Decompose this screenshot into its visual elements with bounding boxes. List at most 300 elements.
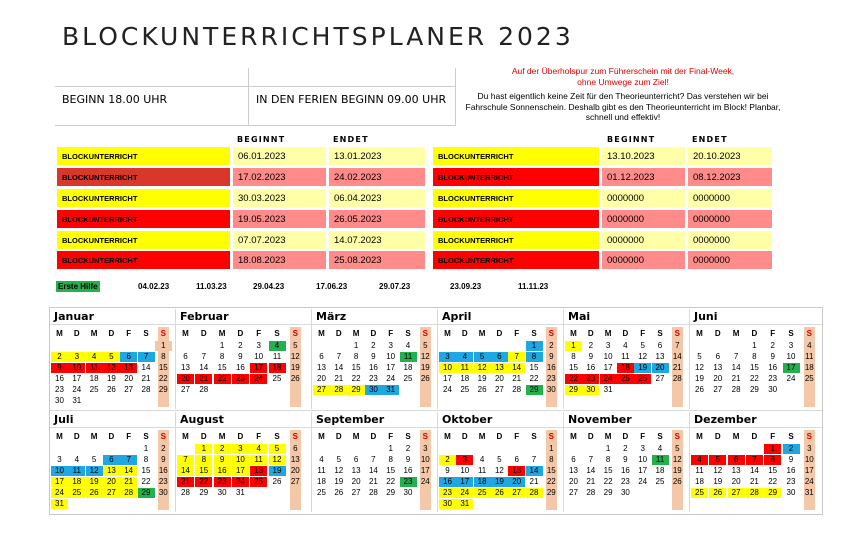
calendar-day: 16 (586, 363, 596, 372)
calendar-day: 5 (269, 444, 286, 454)
calendar-day: 28 (181, 488, 190, 497)
block-begin-date: 0000000 (602, 231, 685, 249)
calendar-day: 9 (214, 455, 231, 465)
calendar-day: 19 (290, 363, 300, 372)
calendar-day: 8 (605, 455, 611, 464)
calendar-day: 11 (695, 466, 704, 475)
first-aid-date: 11.11.23 (518, 282, 549, 291)
weekday-header: F (126, 432, 132, 441)
calendar-day: 23 (620, 477, 630, 486)
calendar-day: 19 (477, 374, 487, 383)
calendar-day: 7 (336, 352, 342, 361)
calendar-day: 12 (474, 363, 491, 373)
block-begin-date: 0000000 (602, 189, 685, 207)
first-aid-date: 17.06.23 (316, 282, 348, 291)
calendar-day: 18 (695, 477, 704, 486)
calendar-day: 28 (731, 385, 741, 394)
calendar-day: 27 (181, 385, 190, 394)
calendar-day: 16 (620, 466, 630, 475)
block-begin-date: 17.02.2023 (233, 168, 326, 186)
calendar-day: 27 (728, 488, 745, 498)
calendar-day: 25 (691, 488, 708, 498)
weekday-header: S (405, 329, 411, 338)
calendar-day: 31 (804, 488, 814, 497)
calendar-day: 23 (786, 477, 796, 486)
row-separator (50, 410, 822, 411)
calendar-day: 19 (634, 363, 651, 373)
calendar-day: 26 (86, 488, 103, 498)
month-name: April (442, 310, 472, 323)
calendar-day: 8 (388, 455, 393, 464)
calendar-day: 16 (786, 466, 796, 475)
calendar-day: 16 (368, 363, 378, 372)
calendar-day: 7 (120, 455, 137, 465)
calendar-day: 14 (731, 363, 741, 372)
weekday-header: S (806, 432, 812, 441)
calendar-day: 13 (655, 352, 665, 361)
calendar-day: 22 (351, 374, 361, 383)
month-name: Januar (54, 310, 95, 323)
block-end-date: 24.02.2023 (329, 168, 425, 186)
calendar-day: 22 (195, 477, 212, 487)
weekday-header: M (352, 432, 360, 441)
weekday-header: S (274, 432, 280, 441)
weekday-header: S (674, 432, 680, 441)
calendar-day: 25 (655, 477, 665, 486)
calendar-day: 13 (290, 455, 300, 464)
weekday-header: S (788, 329, 794, 338)
calendar-day: 18 (89, 374, 99, 383)
weekday-header: F (126, 329, 132, 338)
calendar-day: 29 (386, 488, 396, 497)
calendar-day: 23 (400, 477, 417, 487)
calendar-day: 21 (586, 477, 596, 486)
calendar-day: 28 (199, 385, 209, 394)
weekday-header: D (237, 329, 244, 338)
calendar-day: 8 (526, 352, 543, 362)
calendar-day: 11 (68, 466, 85, 476)
calendar-day: 10 (420, 455, 430, 464)
calendar-day: 1 (388, 444, 393, 453)
calendar-day: 28 (672, 374, 682, 383)
calendar-day: 26 (695, 385, 704, 394)
calendar-day: 24 (420, 477, 430, 486)
weekday-header: S (806, 329, 812, 338)
block-end-date: 14.07.2023 (329, 231, 425, 249)
month-name: August (180, 413, 224, 426)
calendar-day: 20 (713, 374, 723, 383)
calendar-day: 2 (770, 341, 775, 350)
calendar-day: 12 (103, 363, 120, 373)
block-label: BLOCKUNTERRICHT (433, 251, 599, 269)
calendar-day: 7 (508, 352, 525, 362)
calendar-day: 27 (103, 488, 120, 498)
promo-headline-2: ohne Umwege zum Ziel! (577, 76, 669, 87)
calendar-day: 28 (512, 385, 522, 394)
calendar-day: 29 (526, 385, 543, 395)
calendar-day: 15 (749, 363, 759, 372)
weekday-header: M (478, 329, 486, 338)
calendar-day: 26 (106, 385, 116, 394)
calendar-day: 17 (250, 363, 267, 373)
calendar-day: 24 (51, 488, 68, 498)
calendar-day: 4 (623, 341, 628, 350)
calendar-day: 4 (405, 341, 411, 350)
calendar-day: 24 (250, 374, 267, 384)
calendar-day: 24 (638, 477, 648, 486)
calendar-day: 30 (582, 385, 599, 395)
calendar-day: 14 (586, 466, 596, 475)
calendar-day: 16 (439, 477, 456, 487)
calendar-day: 9 (549, 352, 554, 361)
calendar-day: 17 (232, 466, 249, 476)
calendar-day: 17 (603, 363, 613, 372)
weekday-header: D (370, 329, 377, 338)
calendar-day: 6 (183, 352, 188, 361)
calendar-day: 11 (400, 352, 417, 362)
weekday-header: F (514, 329, 520, 338)
calendar-day: 28 (746, 488, 763, 498)
block-label: BLOCKUNTERRICHT (433, 147, 599, 165)
calendar-day: 15 (529, 363, 539, 372)
calendar-day: 17 (638, 466, 648, 475)
weekday-header: M (478, 432, 486, 441)
calendar-day: 29 (546, 488, 556, 497)
block-end-date: 0000000 (688, 189, 772, 207)
calendar-day: 10 (804, 455, 814, 464)
calendar-day: 29 (199, 488, 209, 497)
calendar-day: 15 (386, 466, 396, 475)
weekday-header: F (514, 432, 520, 441)
calendar-day: 25 (460, 385, 470, 394)
calendar-day: 24 (232, 477, 249, 487)
calendar-day: 7 (675, 341, 680, 350)
calendar-day: 2 (439, 455, 456, 465)
calendar-day: 21 (177, 477, 194, 487)
calendar-day: 4 (86, 352, 103, 362)
calendar-day: 4 (250, 444, 267, 454)
calendar-day: 18 (460, 374, 470, 383)
calendar-day: 13 (103, 466, 120, 476)
calendar-day: 18 (269, 363, 286, 373)
weekday-header: M (444, 329, 451, 338)
month-name: Mai (568, 310, 591, 323)
calendar-day: 23 (582, 374, 599, 384)
block-begin-date: 0000000 (602, 210, 685, 228)
calendar-day: 30 (620, 488, 630, 497)
calendar-day: 1 (764, 444, 781, 454)
calendar-day: 23 (158, 477, 168, 486)
calendar-day: 13 (508, 466, 525, 476)
calendar-day: 16 (158, 466, 168, 475)
calendar-day: 10 (68, 363, 85, 373)
calendar-day: 4 (456, 352, 473, 362)
calendar-day: 7 (531, 455, 537, 464)
calendar-day: 30 (768, 385, 778, 394)
calendar-day: 10 (638, 455, 648, 464)
calendar-day: 27 (569, 488, 578, 497)
calendar-day: 24 (456, 488, 473, 498)
month-name: März (316, 310, 347, 323)
calendar-day: 8 (549, 455, 554, 464)
row-separator (50, 427, 822, 428)
calendar-day: 6 (353, 455, 359, 464)
calendar-day: 14 (334, 363, 344, 372)
calendar-day: 25 (250, 477, 267, 487)
calendar-day: 18 (317, 477, 326, 486)
promo-body: Du hast eigentlich keine Zeit für den Theorieunterricht? Das verstehen wir bei Fahrschule Sonnenschein. Deshalb gibt es den Theorieunterricht im Block! Planbar, schnell und effektiv! (465, 91, 781, 122)
weekday-header: D (335, 329, 342, 338)
weekday-header: F (256, 432, 262, 441)
calendar-day: 15 (768, 466, 778, 475)
calendar-day: 13 (120, 363, 137, 373)
weekday-header: M (318, 329, 325, 338)
calendar-day: 9 (623, 455, 628, 464)
block-end-date: 0000000 (688, 210, 772, 228)
calendar-day: 13 (713, 363, 723, 372)
weekday-header: F (256, 329, 262, 338)
block-end-date: 20.10.2023 (688, 147, 772, 165)
calendar-day: 12 (334, 466, 344, 475)
calendar-day: 17 (783, 363, 800, 373)
block-begin-date: 19.05.2023 (233, 210, 326, 228)
weekday-header: S (674, 329, 680, 338)
calendar-day: 5 (497, 455, 502, 464)
page-title: BLOCKUNTERRICHTSPLANER 2023 (62, 22, 574, 51)
calendar-day: 26 (672, 477, 682, 486)
calendar-day: 29 (565, 385, 582, 395)
calendar-day: 6 (728, 455, 745, 465)
month-name: Juni (694, 310, 718, 323)
calendar-day: 14 (672, 352, 682, 361)
weekday-header: D (108, 329, 115, 338)
calendar-day: 6 (103, 455, 120, 465)
calendar-day: 20 (177, 374, 194, 384)
weekday-header: D (237, 432, 244, 441)
start-time-holidays: IN DEN FERIEN BEGINN 09.00 UHR (256, 93, 447, 106)
calendar-day: 14 (120, 466, 137, 476)
weekday-header: D (751, 329, 758, 338)
calendar-day: 21 (529, 477, 539, 486)
calendar-day: 5 (336, 455, 342, 464)
calendar-day: 15 (195, 466, 212, 476)
calendar-day: 12 (638, 352, 648, 361)
calendar-day: 4 (691, 455, 708, 465)
calendar-day: 11 (317, 466, 326, 475)
weekday-header: D (73, 329, 80, 338)
weekday-header: F (388, 432, 394, 441)
calendar-day: 7 (733, 352, 739, 361)
calendar-day: 20 (508, 477, 525, 487)
weekday-header: M (570, 329, 577, 338)
calendar-day: 20 (652, 363, 669, 373)
weekday-header: S (657, 432, 663, 441)
calendar-day: 29 (348, 385, 365, 395)
block-label: BLOCKUNTERRICHT (57, 168, 230, 186)
weekday-header: S (160, 329, 166, 338)
weekday-header: M (570, 432, 577, 441)
calendar-day: 26 (709, 488, 726, 498)
weekday-header: F (640, 432, 646, 441)
calendar-day: 14 (199, 363, 209, 372)
weekday-header: S (657, 329, 663, 338)
calendar-day: 11 (86, 363, 103, 373)
calendar-day: 31 (382, 385, 399, 395)
calendar-day: 15 (141, 466, 151, 475)
calendar-day: 10 (439, 363, 456, 373)
calendar-day: 13 (181, 363, 190, 372)
calendar-day: 22 (546, 477, 556, 486)
calendar-day: 18 (250, 466, 267, 476)
calendar-day: 22 (565, 374, 582, 384)
calendar-day: 2 (405, 444, 411, 453)
weekday-header: F (770, 432, 776, 441)
month-name: September (316, 413, 385, 426)
calendar-day: 24 (600, 374, 617, 384)
calendar-day: 6 (657, 341, 663, 350)
weekday-header: D (587, 432, 594, 441)
calendar-day: 15 (351, 363, 361, 372)
calendar-day: 12 (290, 352, 300, 361)
calendar-day: 29 (749, 385, 759, 394)
calendar-day: 14 (368, 466, 378, 475)
calendar-day: 6 (514, 455, 519, 464)
calendar-day: 28 (586, 488, 596, 497)
calendar-day: 23 (214, 477, 231, 487)
calendar-day: 9 (588, 352, 594, 361)
block-end-date: 25.08.2023 (329, 251, 425, 269)
calendar-day: 26 (491, 488, 508, 498)
divider (455, 68, 456, 126)
calendar-day: 9 (371, 352, 376, 361)
block-begin-date: 18.08.2023 (233, 251, 326, 269)
calendar-day: 20 (494, 374, 504, 383)
calendar-day: 18 (474, 477, 491, 487)
calendar-day: 21 (334, 374, 344, 383)
calendar-day: 19 (713, 477, 723, 486)
calendar-day: 31 (72, 396, 82, 405)
weekday-header: S (274, 329, 280, 338)
calendar-day: 16 (768, 363, 778, 372)
calendar-day: 1 (565, 341, 582, 351)
calendar-day: 5 (697, 352, 702, 361)
weekday-header: M (90, 432, 98, 441)
calendar-day: 4 (319, 455, 324, 464)
weekday-header: M (56, 432, 63, 441)
calendar-day: 6 (319, 352, 324, 361)
weekday-header: M (218, 432, 226, 441)
calendar-day: 4 (269, 341, 286, 351)
calendar-day: 2 (783, 444, 800, 454)
calendar-day: 3 (788, 341, 794, 350)
header-end-left: ENDET (333, 135, 369, 144)
calendar-day: 25 (317, 488, 326, 497)
calendar-day: 17 (420, 466, 430, 475)
first-aid-date: 23.09.23 (450, 282, 482, 291)
calendar-day: 10 (460, 466, 470, 475)
calendar-day: 28 (368, 488, 378, 497)
calendar-day: 17 (386, 363, 396, 372)
calendar-day: 23 (768, 374, 778, 383)
calendar-day: 19 (86, 477, 103, 487)
calendar-day: 11 (272, 352, 282, 361)
promo-headline-1: Auf der Überholspur zum Führerschein mit der Final-Week, (511, 66, 735, 76)
calendar-day: 5 (91, 455, 97, 464)
calendar-day: 11 (477, 466, 487, 475)
calendar-day: 31 (51, 499, 68, 509)
calendar-day: 26 (334, 488, 344, 497)
weekday-header: D (370, 432, 377, 441)
divider (248, 68, 249, 126)
calendar-day: 3 (439, 352, 456, 362)
month-name: Oktober (442, 413, 493, 426)
calendar-day: 6 (120, 352, 137, 362)
calendar-day: 2 (214, 444, 231, 454)
first-aid-label: Erste Hilfe (58, 282, 98, 291)
calendar-day: 8 (571, 352, 576, 361)
calendar-day: 17 (443, 374, 452, 383)
calendar-day: 16 (546, 363, 556, 372)
header-begin-right: BEGINNT (607, 135, 656, 144)
calendar-day: 19 (420, 363, 430, 372)
calendar-day: 8 (195, 455, 212, 465)
calendar-day: 27 (508, 488, 525, 498)
month-name: Dezember (694, 413, 757, 426)
calendar-day: 19 (106, 374, 116, 383)
calendar-day: 18 (804, 363, 814, 372)
calendar-day: 7 (201, 352, 207, 361)
block-end-date: 08.12.2023 (688, 168, 772, 186)
calendar-day: 10 (232, 455, 249, 465)
weekday-header: S (422, 432, 428, 441)
first-aid-date: 29.04.23 (253, 282, 285, 291)
calendar-day: 13 (317, 363, 326, 372)
calendar-day: 5 (423, 341, 428, 350)
calendar-day: 14 (749, 466, 759, 475)
calendar-day: 11 (621, 352, 630, 361)
calendar-day: 5 (293, 341, 298, 350)
calendar-day: 29 (603, 488, 613, 497)
calendar-day: 30 (55, 396, 64, 405)
calendar-day: 9 (51, 363, 68, 373)
calendar-day: 21 (749, 477, 759, 486)
calendar-day: 8 (764, 455, 781, 465)
weekday-header: D (461, 329, 468, 338)
calendar-day: 15 (217, 363, 227, 372)
promo-text (462, 66, 784, 123)
calendar-day: 9 (788, 455, 794, 464)
calendar-day: 28 (526, 488, 543, 498)
calendar-day: 2 (588, 341, 594, 350)
weekday-header: M (732, 432, 740, 441)
calendar-day: 5 (675, 444, 680, 453)
calendar-day: 27 (290, 477, 300, 486)
calendar-day: 11 (250, 455, 267, 465)
weekday-header: D (714, 432, 721, 441)
calendar-day: 12 (269, 455, 286, 465)
calendar-day: 10 (603, 352, 613, 361)
calendar-day: 25 (474, 488, 491, 498)
calendar-day: 21 (512, 374, 522, 383)
weekday-header: S (788, 432, 794, 441)
calendar-day: 22 (749, 374, 759, 383)
first-aid-date: 29.07.23 (379, 282, 411, 291)
calendar-day: 29 (138, 488, 155, 498)
calendar-day: 7 (746, 455, 763, 465)
calendar-day: 7 (588, 455, 594, 464)
calendar-day: 21 (120, 477, 137, 487)
calendar-day: 29 (764, 488, 781, 498)
